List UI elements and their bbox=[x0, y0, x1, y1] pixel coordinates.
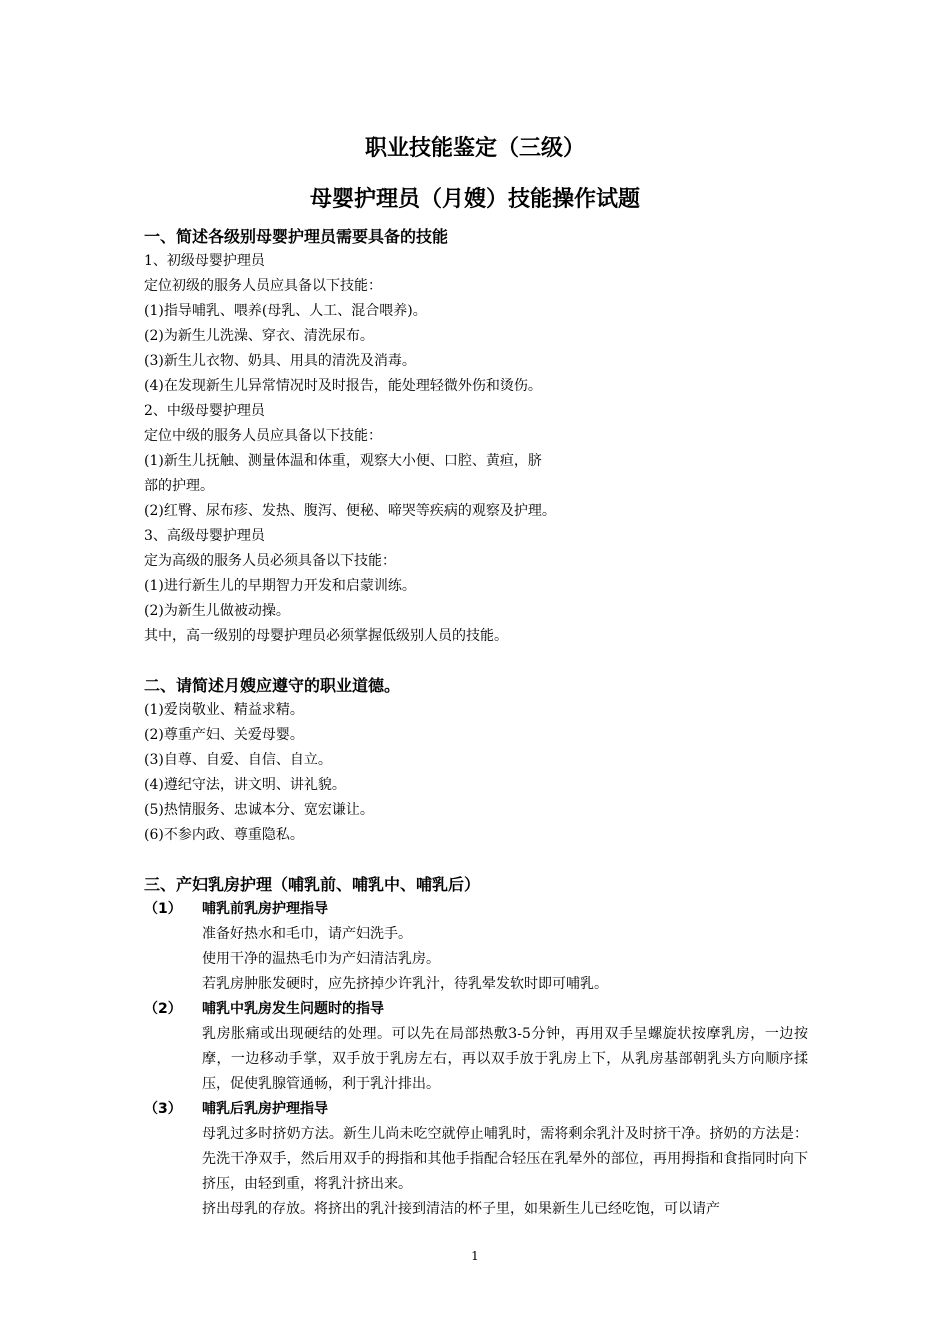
section2-line: (3)自尊、自爱、自信、自立。 bbox=[144, 752, 332, 768]
section-heading-breast-care: 三、产妇乳房护理（哺乳前、哺乳中、哺乳后） bbox=[144, 875, 481, 894]
section1-line: 定为高级的服务人员必须具备以下技能： bbox=[144, 553, 396, 569]
subsection-paragraph: 母乳过多时挤奶方法。新生儿尚未吃空就停止哺乳时，需将剩余乳汁及时挤干净。挤奶的方法是：先洗干净双手，然后用双手的拇指和其他手指配合轻压在乳晕外的部位，再用拇指和食指同时向下挤压，由轻到重，将乳汁挤出来。 bbox=[202, 1126, 808, 1192]
section1-line: 定位初级的服务人员应具备以下技能： bbox=[144, 278, 382, 294]
section1-line: 1、初级母婴护理员 bbox=[144, 253, 265, 269]
subsection-heading bbox=[144, 897, 816, 922]
subsection-body bbox=[144, 922, 816, 997]
section1-line: 其中，高一级别的母婴护理员必须掌握低级别人员的技能。 bbox=[144, 628, 508, 644]
section1-line: (3)新生儿衣物、奶具、用具的清洗及消毒。 bbox=[144, 353, 416, 369]
subsection-paragraph: 挤出母乳的存放。将挤出的乳汁接到清洁的杯子里，如果新生儿已经吃饱，可以请产 bbox=[202, 1201, 720, 1217]
section-spacer bbox=[144, 649, 816, 673]
document-body bbox=[144, 224, 816, 1222]
subsection-title: 哺乳中乳房发生问题时的指导 bbox=[202, 1001, 384, 1017]
section2-line: (6)不参内政、尊重隐私。 bbox=[144, 827, 304, 843]
subsection-number: （1） bbox=[144, 901, 182, 917]
page-number: 1 bbox=[471, 1249, 479, 1263]
section1-line: 定位中级的服务人员应具备以下技能： bbox=[144, 428, 382, 444]
subsection-title: 哺乳前乳房护理指导 bbox=[202, 901, 328, 917]
document-title: 职业技能鉴定（三级） bbox=[364, 136, 585, 161]
section1-line: (4)在发现新生儿异常情况时及时报告，能处理轻微外伤和烫伤。 bbox=[144, 378, 542, 394]
section1-line: (2)为新生儿洗澡、穿衣、清洗尿布。 bbox=[144, 328, 374, 344]
subsection-number: （3） bbox=[144, 1101, 182, 1117]
section1-line: 部的护理。 bbox=[144, 478, 214, 494]
section1-line: 3、高级母婴护理员 bbox=[144, 528, 265, 544]
subsection-line: 若乳房肿胀发硬时，应先挤掉少许乳汁，待乳晕发软时即可哺乳。 bbox=[202, 976, 608, 992]
section1-line: 2、中级母婴护理员 bbox=[144, 403, 265, 419]
section1-line: (1)进行新生儿的早期智力开发和启蒙训练。 bbox=[144, 578, 416, 594]
section1-line: (1)新生儿抚触、测量体温和体重，观察大小便、口腔、黄疸，脐 bbox=[144, 453, 542, 469]
section-heading-ethics: 二、请简述月嫂应遵守的职业道德。 bbox=[144, 676, 401, 695]
section1-line: (1)指导哺乳、喂养(母乳、人工、混合喂养)。 bbox=[144, 303, 427, 319]
document-subtitle: 母婴护理员（月嫂）技能操作试题 bbox=[309, 187, 640, 212]
section2-line: (4)遵纪守法，讲文明、讲礼貌。 bbox=[144, 777, 346, 793]
section2-line: (2)尊重产妇、关爱母婴。 bbox=[144, 727, 304, 743]
subsection-line: 准备好热水和毛巾，请产妇洗手。 bbox=[202, 926, 412, 942]
subsection-paragraph: 乳房胀痛或出现硬结的处理。可以先在局部热敷3-5分钟，再用双手呈螺旋状按摩乳房，一边按摩，一边移动手掌，双手放于乳房左右，再以双手放于乳房上下，从乳房基部朝乳头方向顺序揉压，促使乳腺管通畅，利于乳汁排出。 bbox=[202, 1026, 808, 1092]
subsection-heading bbox=[144, 1097, 816, 1122]
section-heading-skills: 一、简述各级别母婴护理员需要具备的技能 bbox=[144, 227, 449, 246]
section2-line: (5)热情服务、忠诚本分、宽宏谦让。 bbox=[144, 802, 374, 818]
subsection-number: （2） bbox=[144, 1001, 182, 1017]
subsection-title: 哺乳后乳房护理指导 bbox=[202, 1101, 328, 1117]
section1-line: (2)红臀、尿布疹、发热、腹泻、便秘、啼哭等疾病的观察及护理。 bbox=[144, 503, 556, 519]
subsection-heading bbox=[144, 997, 816, 1022]
section2-line: (1)爱岗敬业、精益求精。 bbox=[144, 702, 304, 718]
section1-line: (2)为新生儿做被动操。 bbox=[144, 603, 290, 619]
section-spacer bbox=[144, 848, 816, 872]
subsection-line: 使用干净的温热毛巾为产妇清洁乳房。 bbox=[202, 951, 440, 967]
